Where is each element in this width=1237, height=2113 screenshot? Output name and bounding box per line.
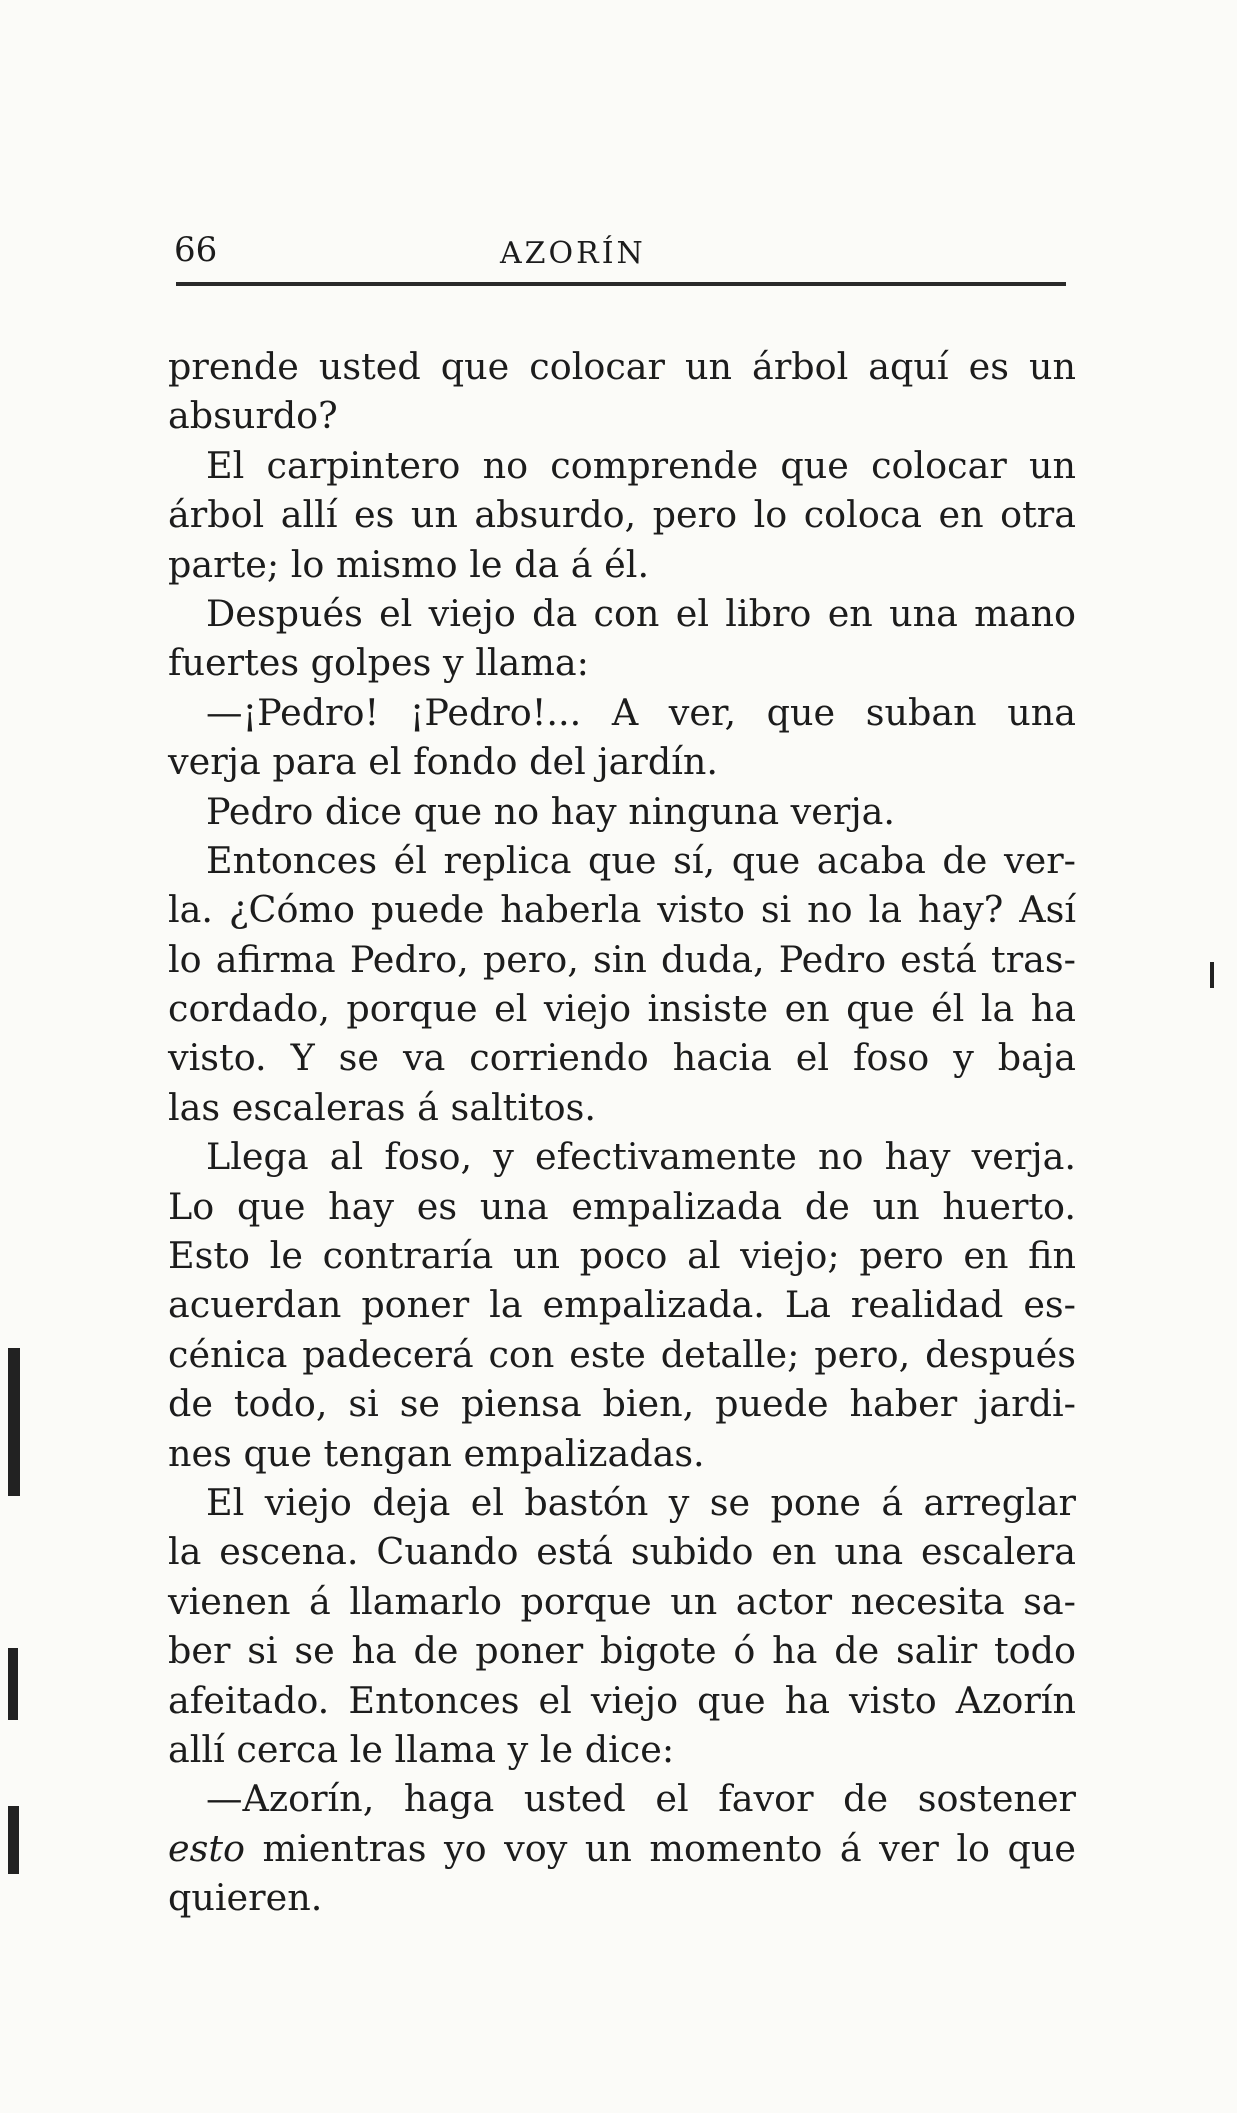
text-line: —Azorín, haga usted el favor de sostener <box>206 1777 1076 1821</box>
body-text <box>168 342 1076 1923</box>
text-line <box>168 1824 1076 1873</box>
text-line: fuertes golpes y llama: <box>168 641 589 685</box>
text-line-rest: mientras yo voy un momento á ver lo que <box>244 1826 1076 1870</box>
text-line: de todo, si se piensa bien, puede haber jardi- <box>168 1382 1076 1426</box>
text-line: Llega al foso, y efectivamente no hay verja. <box>206 1135 1076 1179</box>
text-line: árbol allí es un absurdo, pero lo coloca en otra <box>168 493 1076 537</box>
italic-word: esto <box>168 1826 245 1870</box>
text-line: nes que tengan empalizadas. <box>168 1431 705 1475</box>
text-line: allí cerca le llama y le dice: <box>168 1727 675 1771</box>
text-line: cordado, porque el viejo insiste en que él la ha <box>168 987 1076 1031</box>
scan-mark <box>8 1806 19 1874</box>
text-line: Después el viejo da con el libro en una mano <box>206 591 1076 635</box>
scan-mark <box>8 1648 18 1720</box>
text-line: las escaleras á saltitos. <box>168 1085 596 1129</box>
scan-mark <box>1210 962 1214 988</box>
text-line: Entonces él replica que sí, que acaba de ver- <box>206 838 1076 882</box>
text-line: lo afirma Pedro, pero, sin duda, Pedro está tras- <box>168 937 1076 981</box>
text-line: afeitado. Entonces el viejo que ha visto Azorín <box>168 1678 1076 1722</box>
text-line: quieren. <box>168 1876 323 1920</box>
text-line: El carpintero no comprende que colocar un <box>206 443 1076 487</box>
text-line: la. ¿Cómo puede haberla visto si no la hay? Así <box>168 888 1076 932</box>
scan-mark <box>8 1348 20 1496</box>
text-line: El viejo deja el bastón y se pone á arreglar <box>206 1480 1076 1524</box>
text-line: prende usted que colocar un árbol aquí es un <box>168 345 1076 388</box>
text-line: Esto le contraría un poco al viejo; pero en fin <box>168 1234 1076 1278</box>
text-line: acuerdan poner la empalizada. La realidad es- <box>168 1283 1076 1327</box>
text-line: verja para el fondo del jardín. <box>168 740 719 784</box>
text-line: —¡Pedro! ¡Pedro!... A ver, que suban una <box>206 690 1076 734</box>
text-line: Pedro dice que no hay ninguna verja. <box>206 789 896 833</box>
text-line: vienen á llamarlo porque un actor necesita sa- <box>168 1579 1076 1623</box>
text-line: absurdo? <box>168 394 338 438</box>
text-line: la escena. Cuando está subido en una escalera <box>168 1530 1076 1574</box>
text-line: parte; lo mismo le da á él. <box>168 542 650 586</box>
text-line: visto. Y se va corriendo hacia el foso y baja <box>168 1036 1076 1080</box>
text-line: Lo que hay es una empalizada de un huerto. <box>168 1184 1076 1228</box>
header-rule <box>176 282 1066 286</box>
page-number: 66 <box>174 230 218 270</box>
text-line: ber si se ha de poner bigote ó ha de salir todo <box>168 1629 1076 1673</box>
text-line: cénica padecerá con este detalle; pero, después <box>168 1332 1076 1376</box>
running-head: AZORÍN <box>500 236 646 271</box>
